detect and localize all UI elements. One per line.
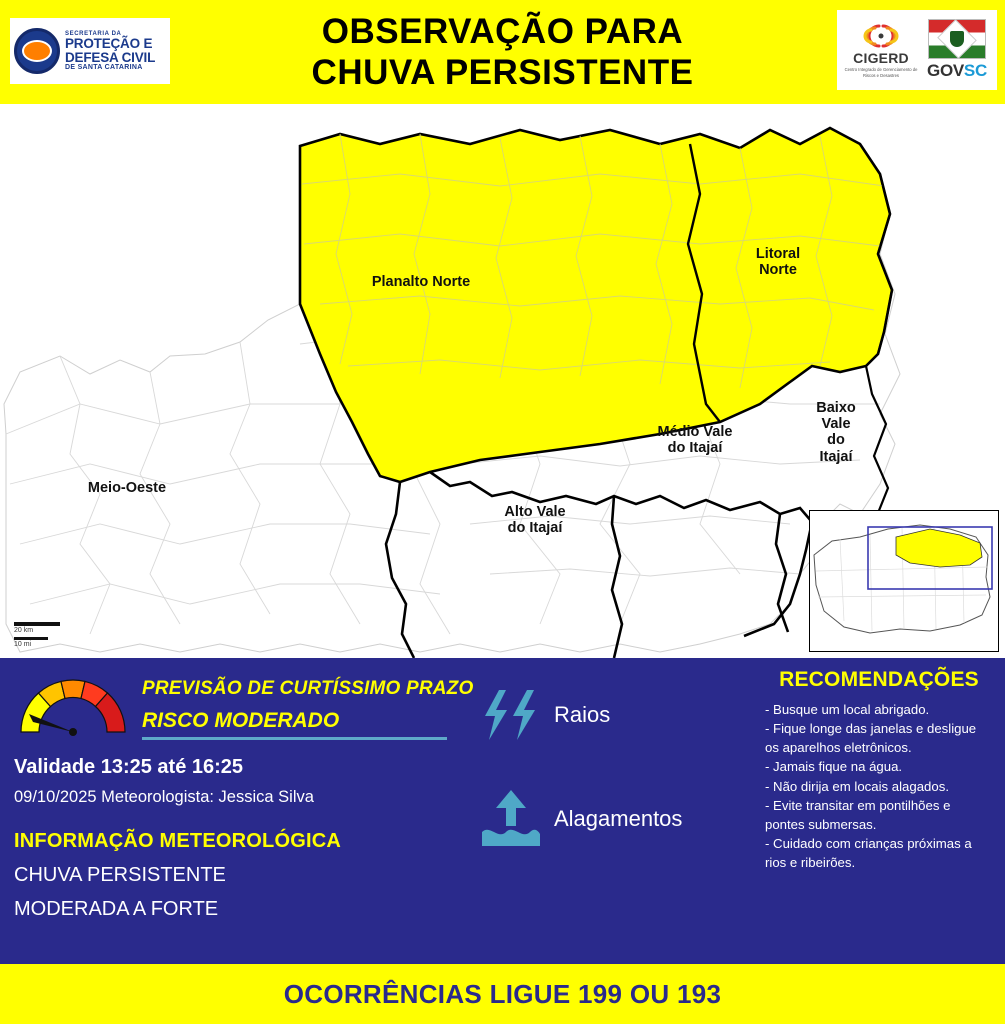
logo-line-1: SECRETARIA DA (65, 31, 122, 37)
inset-locator-map[interactable] (809, 510, 999, 652)
region-label-baixo-vale-line-4: Itajaí (819, 448, 853, 465)
info-panel (0, 658, 1005, 964)
recommendation-item: - Jamais fique na água. (765, 759, 903, 775)
recommendations-title: RECOMENDAÇÕES (779, 668, 979, 691)
meteo-info-line-2: MODERADA A FORTE (14, 898, 219, 920)
region-label-baixo-vale-line-2: Vale (821, 416, 851, 433)
recommendation-item: - Evite transitar em pontilhões e pontes submersas. (765, 797, 951, 832)
recommendation-item: - Não dirija em locais alagados. (765, 778, 949, 794)
emergency-phone-text: OCORRÊNCIAS LIGUE 199 OU 193 (283, 978, 722, 1009)
region-label-alto-vale-line-2: do Itajaí (507, 520, 563, 537)
gov-name-prefix: GOV (927, 61, 964, 80)
page-title-line-2: CHUVA PERSISTENTE (311, 52, 694, 92)
meteo-info-line-1: CHUVA PERSISTENTE (14, 864, 226, 886)
logo-line-2: PROTEÇÃO E (65, 36, 153, 51)
logo-line-4: DE SANTA CATARINA (65, 64, 143, 71)
scale-mi: 10 mi (14, 641, 32, 648)
region-label-planalto-norte: Planalto Norte (371, 274, 471, 290)
validity-text: Validade 13:25 até 16:25 (14, 756, 244, 778)
recommendation-item: - Cuidado com crianças próximas a rios e ribeirões. (765, 835, 972, 871)
cigerd-subtitle: Centro Integrado de Gerenciamento de Riscos e Desastres (844, 67, 918, 78)
hazard-flood-label: Alagamentos (554, 806, 683, 831)
recommendations-list (765, 700, 993, 872)
risk-gauge-icon (14, 672, 132, 738)
flood-icon (468, 788, 554, 850)
page-title-line-1: OBSERVAÇÃO PARA (321, 12, 684, 51)
recommendation-item: - Fique longe das janelas e desligue os aparelhos eletrônicos. (765, 721, 977, 756)
sc-flag-icon (928, 19, 986, 59)
map-scale-bar (14, 622, 60, 648)
region-label-medio-vale-line-1: Médio Vale (657, 424, 733, 440)
emergency-footer (0, 964, 1005, 1024)
risk-level-label: RISCO MODERADO (142, 709, 340, 732)
lightning-icon (468, 688, 554, 742)
cigerd-name: CIGERD (853, 50, 909, 67)
logo-line-3: DEFESA CIVIL (65, 49, 156, 65)
scale-km: 20 km (14, 627, 34, 634)
date-meteorologist-text: 09/10/2025 Meteorologista: Jessica Silva (14, 788, 314, 806)
meteo-info-title: INFORMAÇÃO METEOROLÓGICA (14, 830, 342, 852)
recommendation-item: - Busque um local abrigado. (765, 702, 930, 717)
gov-name-suffix: SC (963, 61, 987, 80)
region-label-litoral-norte-line-1: Litoral (755, 246, 801, 262)
recommendations-block (765, 668, 993, 872)
region-label-meio-oeste: Meio-Oeste (87, 480, 167, 496)
region-label-litoral-norte-line-2: Norte (759, 262, 797, 279)
forecast-type-label: PREVISÃO DE CURTÍSSIMO PRAZO (142, 678, 474, 699)
hazard-lightning-label: Raios (554, 702, 611, 727)
cigerd-logo (842, 22, 920, 78)
region-label-medio-vale-line-2: do Itajaí (667, 440, 723, 457)
cigerd-waves-icon (842, 22, 920, 50)
risk-divider (142, 737, 447, 740)
region-label-baixo-vale-line-1: Baixo (816, 400, 856, 416)
region-label-baixo-vale-line-3: do (827, 432, 845, 449)
partner-logos (837, 10, 997, 90)
region-label-alto-vale-line-1: Alto Vale (504, 504, 566, 520)
hazard-icons (468, 678, 728, 856)
header-banner (0, 0, 1005, 104)
hazard-lightning (468, 678, 728, 752)
map-canvas[interactable] (0, 104, 1005, 658)
govsc-logo (922, 19, 992, 81)
hazard-flood (468, 782, 728, 856)
